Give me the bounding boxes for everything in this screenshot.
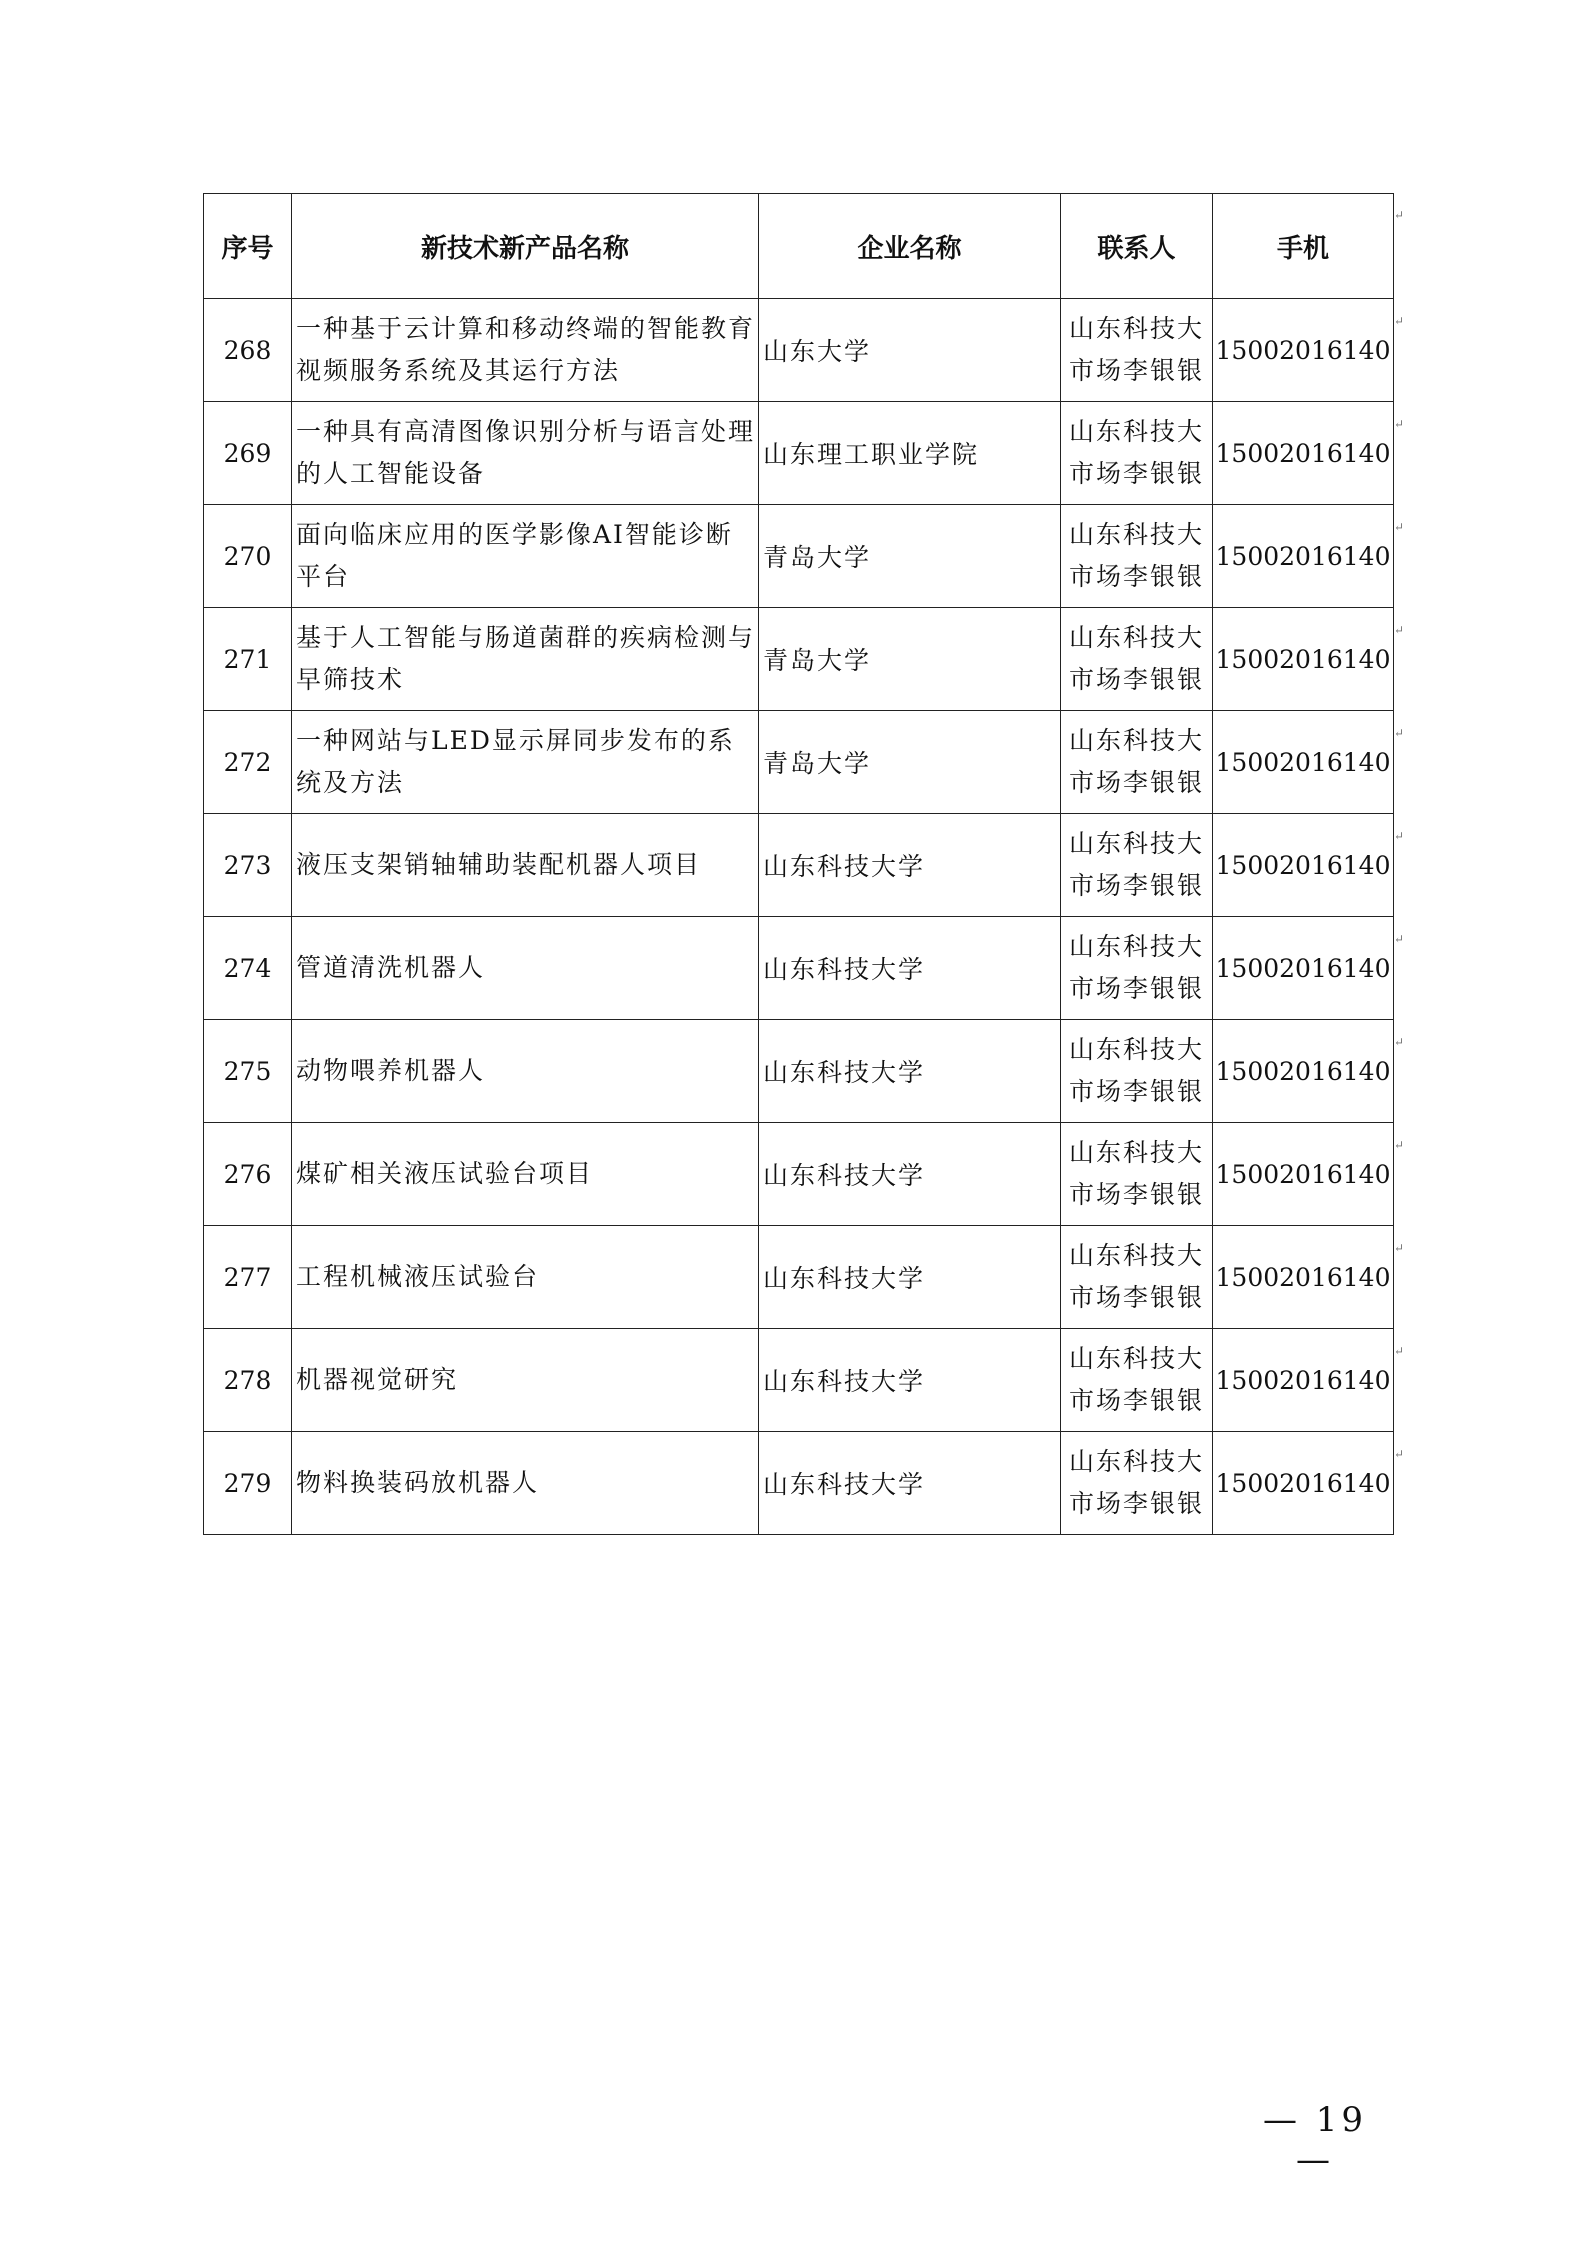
row-product: 动物喂养机器人 <box>292 1020 759 1123</box>
row-phone: 15002016140 <box>1213 299 1394 402</box>
row-product: 基于人工智能与肠道菌群的疾病检测与早筛技术 <box>292 608 759 711</box>
page-number: — 19 — <box>1262 2100 1368 2180</box>
row-index: 268 <box>204 299 292 402</box>
row-phone: 15002016140 <box>1213 711 1394 814</box>
row-contact: 山东科技大市场李银银 <box>1061 1432 1213 1535</box>
row-contact: 山东科技大市场李银银 <box>1061 299 1213 402</box>
row-company: 青岛大学 <box>759 711 1061 814</box>
row-phone: 15002016140 <box>1213 608 1394 711</box>
row-company: 山东科技大学 <box>759 917 1061 1020</box>
paragraph-mark-icon: ↵ <box>1394 829 1405 843</box>
row-phone: 15002016140 <box>1213 1329 1394 1432</box>
row-company: 山东科技大学 <box>759 814 1061 917</box>
table-row <box>204 1329 1394 1432</box>
header-company: 企业名称 <box>759 194 1061 299</box>
row-phone: 15002016140 <box>1213 917 1394 1020</box>
row-index: 269 <box>204 402 292 505</box>
row-index: 277 <box>204 1226 292 1329</box>
row-phone: 15002016140 <box>1213 1226 1394 1329</box>
paragraph-mark-icon: ↵ <box>1394 726 1405 740</box>
row-product: 管道清洗机器人 <box>292 917 759 1020</box>
row-product: 煤矿相关液压试验台项目 <box>292 1123 759 1226</box>
table-row <box>204 505 1394 608</box>
table-row <box>204 711 1394 814</box>
row-contact: 山东科技大市场李银银 <box>1061 1329 1213 1432</box>
paragraph-mark-icon: ↵ <box>1394 520 1405 534</box>
row-index: 272 <box>204 711 292 814</box>
row-contact: 山东科技大市场李银银 <box>1061 608 1213 711</box>
table-row <box>204 1432 1394 1535</box>
row-phone: 15002016140 <box>1213 1020 1394 1123</box>
row-product: 一种网站与LED显示屏同步发布的系统及方法 <box>292 711 759 814</box>
paragraph-mark-icon: ↵ <box>1394 932 1405 946</box>
table-row <box>204 608 1394 711</box>
row-product: 液压支架销轴辅助装配机器人项目 <box>292 814 759 917</box>
row-contact: 山东科技大市场李银银 <box>1061 1123 1213 1226</box>
table-row <box>204 814 1394 917</box>
table-row <box>204 1123 1394 1226</box>
table-row <box>204 299 1394 402</box>
paragraph-mark-icon: ↵ <box>1394 314 1405 328</box>
row-contact: 山东科技大市场李银银 <box>1061 402 1213 505</box>
row-index: 273 <box>204 814 292 917</box>
row-company: 山东科技大学 <box>759 1432 1061 1535</box>
header-product: 新技术新产品名称 <box>292 194 759 299</box>
row-company: 山东科技大学 <box>759 1020 1061 1123</box>
row-company: 山东科技大学 <box>759 1123 1061 1226</box>
paragraph-mark-icon: ↵ <box>1394 1344 1405 1358</box>
row-index: 270 <box>204 505 292 608</box>
row-contact: 山东科技大市场李银银 <box>1061 917 1213 1020</box>
row-phone: 15002016140 <box>1213 1123 1394 1226</box>
table-row <box>204 402 1394 505</box>
product-table <box>203 193 1394 1535</box>
row-contact: 山东科技大市场李银银 <box>1061 505 1213 608</box>
row-index: 276 <box>204 1123 292 1226</box>
row-contact: 山东科技大市场李银银 <box>1061 814 1213 917</box>
row-phone: 15002016140 <box>1213 814 1394 917</box>
row-product: 一种具有高清图像识别分析与语言处理的人工智能设备 <box>292 402 759 505</box>
row-company: 山东科技大学 <box>759 1226 1061 1329</box>
table-row <box>204 917 1394 1020</box>
row-company: 山东科技大学 <box>759 1329 1061 1432</box>
header-phone: 手机 <box>1213 194 1394 299</box>
table-header-row <box>204 194 1394 299</box>
row-company: 山东大学 <box>759 299 1061 402</box>
paragraph-mark-icon: ↵ <box>1394 1241 1405 1255</box>
row-product: 面向临床应用的医学影像AI智能诊断平台 <box>292 505 759 608</box>
row-contact: 山东科技大市场李银银 <box>1061 1020 1213 1123</box>
row-index: 275 <box>204 1020 292 1123</box>
row-product: 一种基于云计算和移动终端的智能教育视频服务系统及其运行方法 <box>292 299 759 402</box>
row-index: 274 <box>204 917 292 1020</box>
paragraph-mark-icon: ↵ <box>1394 1138 1405 1152</box>
row-company: 青岛大学 <box>759 608 1061 711</box>
paragraph-mark-icon: ↵ <box>1394 208 1405 222</box>
row-phone: 15002016140 <box>1213 402 1394 505</box>
row-phone: 15002016140 <box>1213 505 1394 608</box>
row-company: 青岛大学 <box>759 505 1061 608</box>
row-product: 工程机械液压试验台 <box>292 1226 759 1329</box>
paragraph-mark-icon: ↵ <box>1394 623 1405 637</box>
header-index: 序号 <box>204 194 292 299</box>
row-company: 山东理工职业学院 <box>759 402 1061 505</box>
header-contact: 联系人 <box>1061 194 1213 299</box>
row-phone: 15002016140 <box>1213 1432 1394 1535</box>
row-contact: 山东科技大市场李银银 <box>1061 711 1213 814</box>
row-index: 279 <box>204 1432 292 1535</box>
table-row <box>204 1020 1394 1123</box>
row-index: 271 <box>204 608 292 711</box>
table-row <box>204 1226 1394 1329</box>
row-product: 物料换装码放机器人 <box>292 1432 759 1535</box>
paragraph-mark-icon: ↵ <box>1394 1447 1405 1461</box>
row-index: 278 <box>204 1329 292 1432</box>
row-contact: 山东科技大市场李银银 <box>1061 1226 1213 1329</box>
row-product: 机器视觉研究 <box>292 1329 759 1432</box>
paragraph-mark-icon: ↵ <box>1394 1035 1405 1049</box>
paragraph-mark-icon: ↵ <box>1394 417 1405 431</box>
